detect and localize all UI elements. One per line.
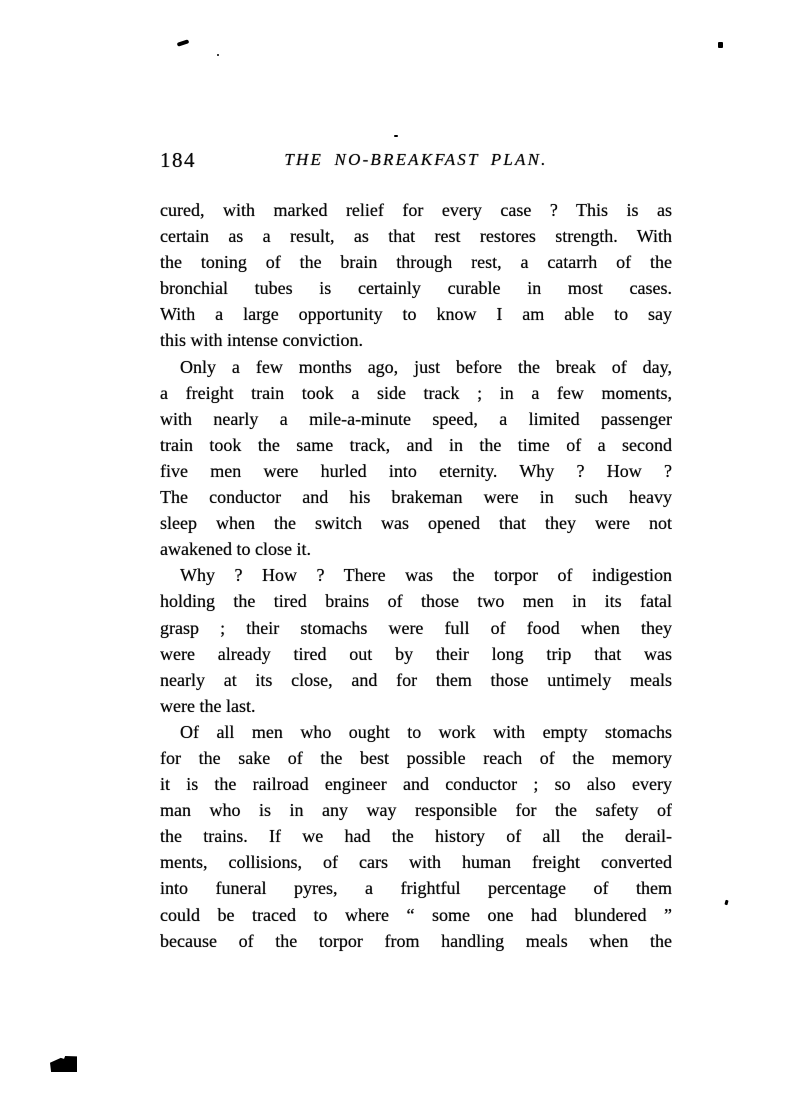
text-line: Of all men who ought to work with empty stomachs (180, 721, 672, 742)
text-line: awakened to close it. (160, 539, 311, 560)
text-line: with nearly a mile-a-minute speed, a limited passenger (160, 408, 672, 429)
ink-speck (217, 54, 219, 56)
page-header (160, 148, 672, 174)
text-line: certain as a result, as that rest restores strength. With (160, 226, 672, 247)
ink-smudge (50, 1056, 77, 1072)
text-line: a freight train took a side track ; in a few moments, (160, 382, 672, 403)
text-line: sleep when the switch was opened that they were not (160, 513, 672, 534)
text-line: the trains. If we had the history of all the derail- (160, 826, 672, 847)
ink-speck (177, 39, 190, 47)
text-line: man who is in any way responsible for the safety of (160, 800, 672, 821)
text-line: five men were hurled into eternity. Why ? How ? (160, 460, 672, 481)
ink-speck (724, 900, 728, 906)
text-line: for the sake of the best possible reach of the memory (160, 747, 672, 768)
text-line: cured, with marked relief for every case ? This is as (160, 200, 672, 220)
text-line: Why ? How ? There was the torpor of indigestion (180, 565, 672, 586)
text-line: the toning of the brain through rest, a catarrh of the (160, 252, 672, 273)
text-line: The conductor and his brakeman were in such heavy (160, 487, 672, 508)
ink-speck (718, 42, 723, 48)
page-text (160, 197, 672, 954)
text-line: ments, collisions, of cars with human freight converted (160, 852, 672, 873)
text-line: it is the railroad engineer and conductor ; so also every (160, 774, 672, 795)
text-line: bronchial tubes is certainly curable in most cases. (160, 278, 672, 299)
text-line: With a large opportunity to know I am able to say (160, 304, 672, 325)
text-line: because of the torpor from handling meals when the (160, 930, 672, 951)
text-line: train took the same track, and in the time of a second (160, 434, 672, 455)
text-line: Only a few months ago, just before the break of day, (180, 356, 672, 377)
page-number: 184 (160, 148, 196, 172)
ink-speck (394, 135, 398, 137)
text-line: holding the tired brains of those two men in its fatal (160, 591, 672, 612)
text-line: this with intense conviction. (160, 330, 363, 351)
running-title: THE NO-BREAKFAST PLAN. (284, 150, 548, 169)
text-line: could be traced to where “ some one had blundered ” (160, 904, 672, 925)
text-line: were the last. (160, 695, 256, 716)
text-line: nearly at its close, and for them those untimely meals (160, 669, 672, 690)
text-line: grasp ; their stomachs were full of food when they (160, 617, 672, 638)
text-line: into funeral pyres, a frightful percentage of them (160, 878, 672, 899)
text-line: were already tired out by their long trip that was (160, 643, 672, 664)
